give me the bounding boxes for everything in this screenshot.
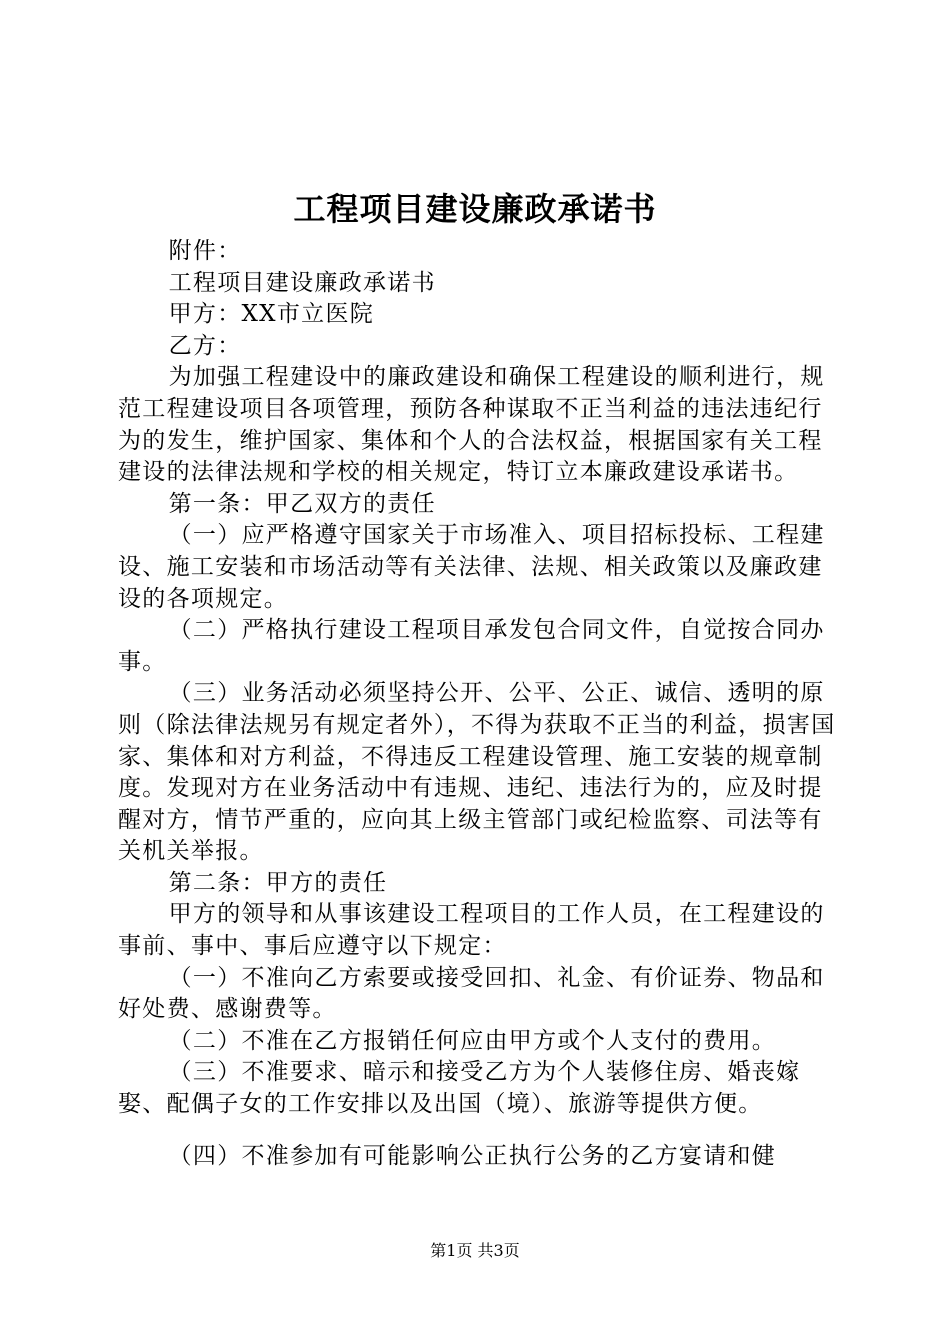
page-number-footer: 第1页 共3页 — [430, 1241, 520, 1260]
article-2-clause-3: （三）不准要求、暗示和接受乙方为个人装修住房、婚丧嫁娶、配偶子女的工作安排以及出国（境）、旅游等提供方便。 — [118, 1059, 801, 1118]
party-b-line: 乙方： — [168, 332, 242, 359]
article-2-intro: 甲方的领导和从事该建设工程项目的工作人员，在工程建设的事前、事中、事后应遵守以下规定： — [118, 901, 825, 960]
article-2-clause-1: （一）不准向乙方索要或接受回扣、礼金、有价证券、物品和好处费、感谢费等。 — [118, 964, 825, 1023]
article-1-clause-2: （二）严格执行建设工程项目承发包合同文件，自觉按合同办事。 — [118, 617, 825, 675]
article-1-clause-3: （三）业务活动必须坚持公开、公平、公正、诚信、透明的原则（除法律法规另有规定者外），不得为获取不正当的利益，损害国家、集体和对方利益，不得违反工程建设管理、施工安装的规章制度。发现对方在业务活动中有违规、违纪、违法行为的，应及时提醒对方，情节严重的，应向其上级主管部门或纪检监察、司法等有关机关举报。 — [118, 680, 836, 865]
attachment-label: 附件： — [168, 238, 242, 264]
document-body — [118, 236, 838, 1172]
article-2-clause-4: （四）不准参加有可能影响公正执行公务的乙方宴请和健 — [168, 1142, 777, 1169]
article-1-clause-1: （一）应严格遵守国家关于市场准入、项目招标投标、工程建设、施工安装和市场活动等有关法律、法规、相关政策以及廉政建设的各项规定。 — [118, 522, 825, 612]
article-2-clause-2: （二）不准在乙方报销任何应由甲方或个人支付的费用。 — [168, 1027, 777, 1054]
preamble-paragraph: 为加强工程建设中的廉政建设和确保工程建设的顺利进行，规范工程建设项目各项管理，预防各种谋取不正当利益的违法违纪行为的发生，维护国家、集体和个人的合法权益，根据国家有关工程建设的法律法规和学校的相关规定，特订立本廉政建设承诺书。 — [118, 364, 825, 486]
article-2-heading: 第二条：甲方的责任 — [168, 869, 388, 896]
document-title: 工程项目建设廉政承诺书 — [293, 190, 657, 228]
article-1-heading: 第一条：甲乙双方的责任 — [168, 490, 436, 517]
party-a-line: 甲方：XX市立医院 — [168, 301, 375, 328]
attachment-name: 工程项目建设廉政承诺书 — [168, 269, 436, 296]
